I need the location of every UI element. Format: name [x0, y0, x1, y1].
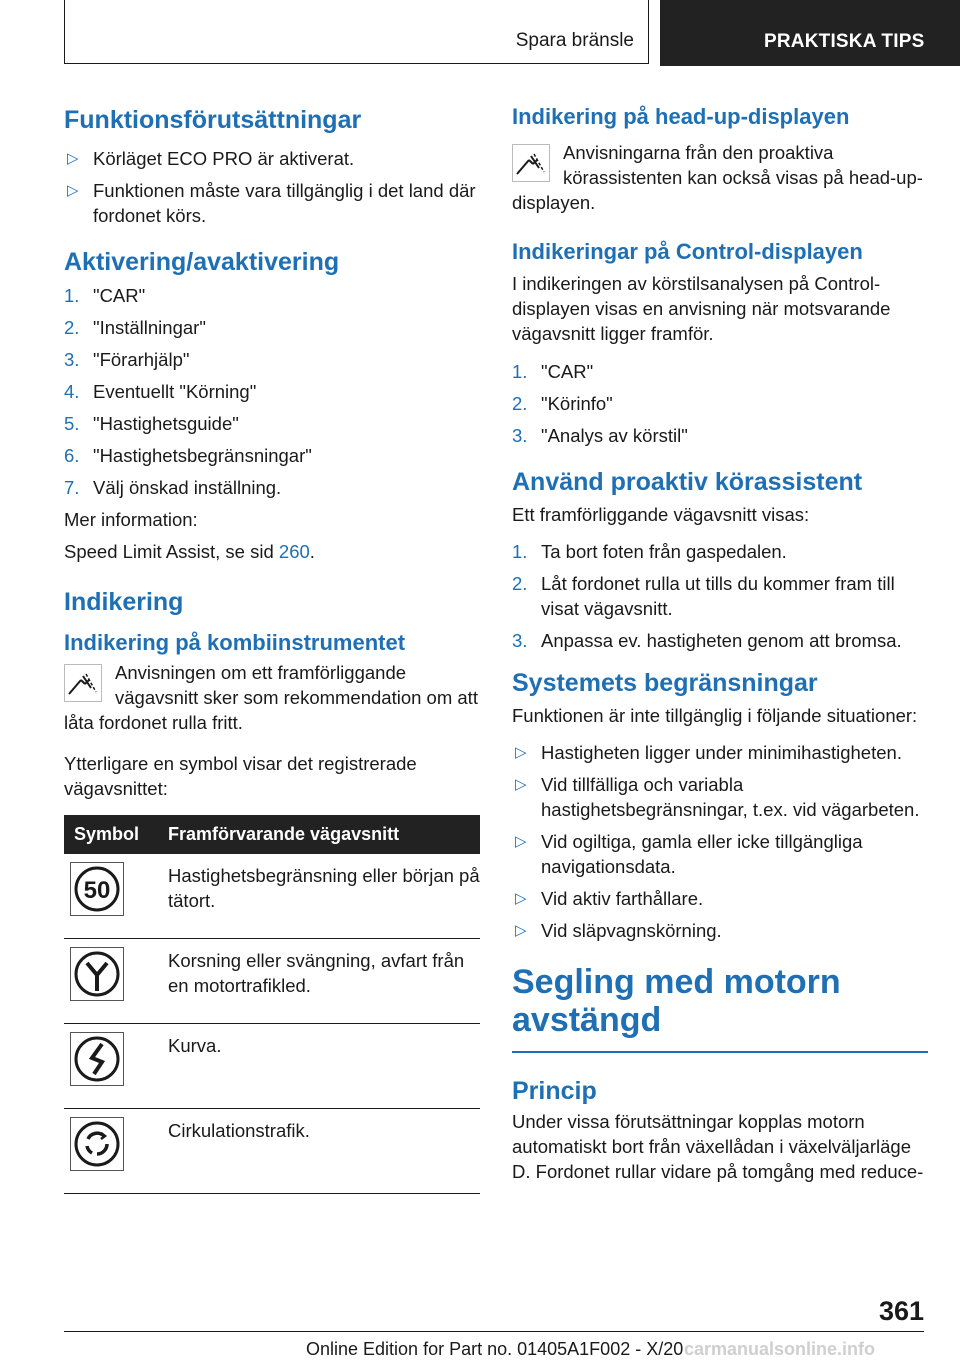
section-title: Spara bränsle	[515, 30, 634, 51]
left-column	[64, 104, 480, 1194]
heading-indikering: Indikering	[64, 588, 184, 616]
curve-icon	[70, 1032, 124, 1086]
heading-anvand: Använd proaktiv körassistent	[512, 468, 863, 496]
step-item: 2. "Inställningar"	[64, 317, 206, 338]
chapter-tab	[660, 0, 960, 66]
triangle-bullet-icon: ▷	[515, 744, 527, 761]
heading-control-display: Indikeringar på Control-displayen	[512, 239, 863, 264]
step-item: 3. Anpassa ev. hastigheten genom att bromsa.	[512, 630, 902, 651]
use-steps	[512, 539, 928, 653]
svg-text:50: 50	[83, 877, 111, 904]
footer-rule	[64, 1331, 924, 1332]
step-item: 1. Ta bort foten från gaspedalen.	[512, 541, 787, 562]
list-item: ▷ Vid tillfälliga och variabla hastighetsbegränsningar, t.ex. vid vägarbeten.	[515, 774, 920, 820]
list-item: ▷ Vid aktiv farthållare.	[515, 888, 704, 909]
speed-limit-50-icon	[70, 862, 124, 916]
step-item: 7. Välj önskad inställning.	[64, 477, 282, 498]
heading-funktionsforutsattningar: Funktionsförutsättningar	[64, 106, 362, 134]
junction-icon	[70, 947, 124, 1001]
triangle-bullet-icon: ▷	[515, 833, 527, 850]
triangle-bullet-icon: ▷	[515, 922, 527, 939]
heading-begransningar: Systemets begränsningar	[512, 669, 818, 697]
roundabout-icon	[70, 1117, 124, 1171]
heading-kombiinstrumentet: Indikering på kombiinstrumentet	[64, 630, 406, 655]
page-number: 361	[878, 1296, 924, 1326]
table-cell: Korsning eller svängning, avfart från en motortrafikled.	[158, 939, 480, 1024]
chapter-title: PRAKTISKA TIPS	[764, 31, 925, 52]
control-steps	[512, 359, 928, 448]
more-info-label: Mer information:	[64, 509, 198, 530]
step-item: 4. Eventuellt "Körning"	[64, 381, 257, 402]
list-item: ▷ Körläget ECO PRO är aktiverat.	[67, 148, 355, 169]
heading-aktivering: Aktivering/avaktivering	[64, 248, 340, 276]
table-row	[64, 1024, 480, 1109]
speed-limit-reference: Speed Limit Assist, se sid 260.	[64, 541, 315, 562]
column-header-symbol: Symbol	[64, 815, 158, 854]
step-item: 2. "Körinfo"	[512, 393, 613, 414]
triangle-bullet-icon: ▷	[515, 890, 527, 907]
column-header-description: Framförvarande vägavsnitt	[158, 815, 480, 854]
list-item: ▷ Funktionen måste vara tillgänglig i det land där fordonet körs.	[67, 180, 476, 226]
step-item: 3. "Analys av körstil"	[512, 425, 688, 446]
header-box	[64, 0, 649, 64]
step-item: 5. "Hastighetsguide"	[64, 413, 239, 434]
limitations-list	[512, 740, 928, 943]
table-header-row	[64, 815, 480, 854]
heading-segling: Segling med motorn avstängd	[512, 963, 841, 1039]
table-row	[64, 939, 480, 1024]
section-divider	[512, 1051, 928, 1053]
triangle-bullet-icon: ▷	[67, 150, 79, 167]
step-item: 1. "CAR"	[64, 285, 146, 306]
step-item: 3. "Förarhjälp"	[64, 349, 190, 370]
edition-text: Online Edition for Part no. 01405A1F002 - X/20	[306, 1339, 684, 1359]
heading-princip: Princip	[512, 1077, 597, 1105]
page-link[interactable]: 260	[278, 541, 310, 562]
list-item: ▷ Hastigheten ligger under minimihastigheten.	[515, 742, 902, 763]
table-row	[64, 854, 480, 939]
step-item: 6. "Hastighetsbegränsningar"	[64, 445, 312, 466]
road-sign-note-icon	[64, 664, 102, 702]
limits-text: Funktionen är inte tillgänglig i följande situationer:	[512, 705, 918, 726]
extra-symbol-text: Ytterligare en symbol visar det registrerade vägavsnittet:	[64, 753, 417, 799]
step-item: 1. "CAR"	[512, 361, 594, 382]
watermark: carmanualsonline.info	[684, 1339, 876, 1359]
princip-text: Under vissa förutsättningar kopplas motorn automatiskt bort från växellådan i växelväljarläge D. Fordonet rullar vidare på tomgång med reduce-	[512, 1111, 924, 1182]
list-item: ▷ Vid släpvagnskörning.	[515, 920, 722, 941]
hud-note: Anvisningarna från den proaktiva körassistenten kan också visas på head-up-displayen.	[512, 142, 923, 213]
activation-steps	[64, 283, 480, 500]
table-cell: Cirkulationstrafik.	[158, 1109, 480, 1194]
road-sign-note-icon	[512, 144, 550, 182]
heading-head-up-display: Indikering på head-up-displayen	[512, 104, 850, 129]
triangle-bullet-icon: ▷	[515, 776, 527, 793]
prerequisites-list	[64, 146, 480, 228]
triangle-bullet-icon: ▷	[67, 182, 79, 199]
table-cell: Kurva.	[158, 1024, 480, 1109]
road-section-table	[64, 815, 480, 1194]
table-cell: Hastighetsbegränsning eller början på tätort.	[158, 854, 480, 939]
kombi-note: Anvisningen om ett framförliggande vägavsnitt sker som rekommendation om att låta fordonet rulla fritt.	[64, 662, 478, 733]
right-column	[512, 102, 928, 1184]
use-text: Ett framförliggande vägavsnitt visas:	[512, 504, 810, 525]
step-item: 2. Låt fordonet rulla ut tills du kommer fram till visat vägavsnitt.	[512, 573, 895, 619]
control-text: I indikeringen av körstilsanalysen på Control-displayen visas en anvisning när motsvarande vägavsnitt ligger framför.	[512, 273, 891, 344]
list-item: ▷ Vid ogiltiga, gamla eller icke tillgängliga navigationsdata.	[515, 831, 863, 877]
table-row	[64, 1109, 480, 1194]
